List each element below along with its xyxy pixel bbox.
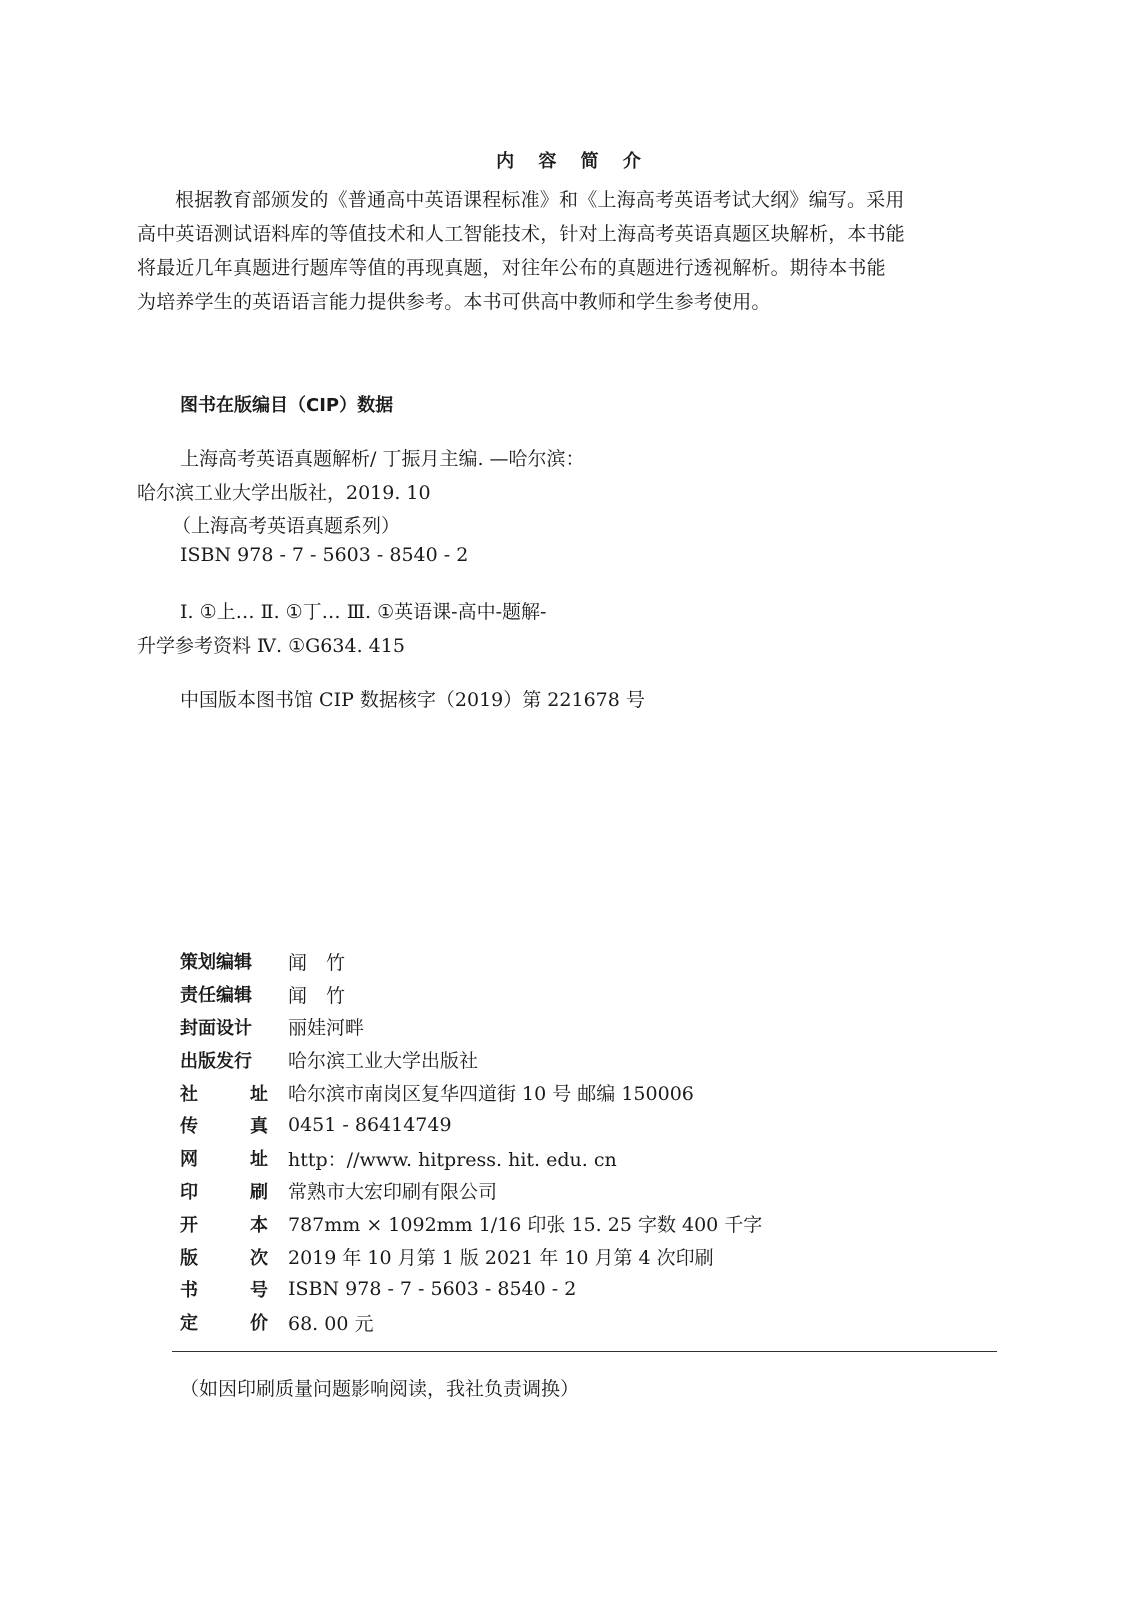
credit-value: 0451 - 86414749 [288,1114,452,1137]
credit-value: 哈尔滨市南岗区复华四道街 10 号 邮编 150006 [288,1083,694,1106]
credit-label [180,1178,268,1204]
cip-publisher-line: 哈尔滨工业大学出版社，2019. 10 [137,482,431,504]
credit-value: ISBN 978 - 7 - 5603 - 8540 - 2 [288,1278,577,1301]
credit-row [180,1207,762,1240]
summary-body [137,183,997,319]
credit-value: 丽娃河畔 [288,1017,365,1040]
credit-label-char: 编 [216,985,234,1007]
credit-label [180,1080,268,1106]
credit-label-char: 开 [180,1214,198,1236]
credit-label-char: 号 [250,1280,268,1302]
credit-label-char: 版 [198,1050,216,1072]
cip-series-line: （上海高考英语真题系列） [172,515,401,537]
credit-label [180,1112,268,1138]
credit-row [180,1043,762,1076]
credit-label-char: 价 [250,1313,268,1335]
credit-label-char: 传 [180,1116,198,1138]
credit-value: 787mm × 1092mm 1/16 印张 15. 25 字数 400 千字 [288,1214,763,1237]
credit-label-char: 任 [198,985,216,1007]
credit-row [180,1142,762,1175]
credit-row [180,1306,762,1339]
credit-label-char: 本 [250,1214,268,1236]
cip-classification-line-2: 升学参考资料 Ⅳ. ①G634. 415 [137,635,405,657]
credit-label-char: 计 [234,1017,252,1039]
summary-line: 根据教育部颁发的《普通高中英语课程标准》和《上海高考英语考试大纲》编写。采用 [175,189,905,211]
credit-value: 常熟市大宏印刷有限公司 [288,1181,498,1204]
credit-row [180,1175,762,1208]
credit-label-char: 行 [234,1050,252,1072]
cip-isbn-line: ISBN 978 - 7 - 5603 - 8540 - 2 [180,544,469,566]
credit-label-char: 封 [180,1017,198,1039]
cip-title-line: 上海高考英语真题解析/ 丁振月主编. —哈尔滨： [180,448,585,470]
credit-label [180,1145,268,1171]
cip-heading: 图书在版编目（CIP）数据 [180,395,394,416]
credit-label [180,1211,268,1237]
cip-record-number: 中国版本图书馆 CIP 数据核字（2019）第 221678 号 [180,689,645,711]
credit-value: 闻 竹 [288,984,346,1007]
credit-label-char: 社 [180,1083,198,1105]
credit-label-char: 网 [180,1149,198,1171]
credit-label-char: 划 [198,952,216,974]
credit-label-char: 编 [216,952,234,974]
credit-label-char: 策 [180,952,198,974]
credit-label [180,1276,268,1302]
summary-line: 高中英语测试语料库的等值技术和人工智能技术，针对上海高考英语真题区块解析，本书能 [137,223,906,245]
credit-label-char: 书 [180,1280,198,1302]
summary-title: 内 容 简 介 [496,151,650,172]
credit-label-char: 真 [250,1116,268,1138]
credit-label [180,1014,268,1040]
credit-label-char: 址 [250,1149,268,1171]
footer-note: （如因印刷质量问题影响阅读，我社负责调换） [180,1378,580,1400]
credit-label-char: 出 [180,1050,198,1072]
credit-value: 68. 00 元 [288,1312,374,1335]
credit-row [180,978,762,1011]
credit-label [180,1309,268,1335]
credit-label-char: 定 [180,1313,198,1335]
credit-row [180,1273,762,1306]
credit-label-char: 面 [198,1017,216,1039]
credit-value: 2019 年 10 月第 1 版 2021 年 10 月第 4 次印刷 [288,1247,714,1270]
credit-label [180,981,268,1007]
credit-value: 闻 竹 [288,951,346,974]
credit-label-char: 印 [180,1181,198,1203]
credit-row [180,1011,762,1044]
credit-label-char: 辑 [234,985,252,1007]
credit-label-char: 址 [250,1083,268,1105]
summary-line: 为培养学生的英语语言能力提供参考。本书可供高中教师和学生参考使用。 [137,291,771,313]
credit-label-char: 次 [250,1247,268,1269]
credit-label-char: 设 [216,1017,234,1039]
credit-label-char: 版 [180,1247,198,1269]
credit-label-char: 发 [216,1050,234,1072]
credit-label-char: 责 [180,985,198,1007]
credit-label [180,1047,268,1073]
summary-line: 将最近几年真题进行题库等值的再现真题，对往年公布的真题进行透视解析。期待本书能 [137,257,886,279]
credit-row [180,1240,762,1273]
credit-value: http：//www. hitpress. hit. edu. cn [288,1148,617,1171]
credit-row [180,1109,762,1142]
credit-label-char: 辑 [234,952,252,974]
credit-value: 哈尔滨工业大学出版社 [288,1050,479,1073]
credit-label [180,948,268,974]
credits-block [180,945,762,1339]
credit-row [180,1076,762,1109]
credit-label [180,1244,268,1270]
credit-row [180,945,762,978]
cip-classification-line: Ⅰ. ①上… Ⅱ. ①丁… Ⅲ. ①英语课-高中-题解- [180,601,547,623]
footer-divider [172,1351,997,1352]
credit-label-char: 刷 [250,1181,268,1203]
